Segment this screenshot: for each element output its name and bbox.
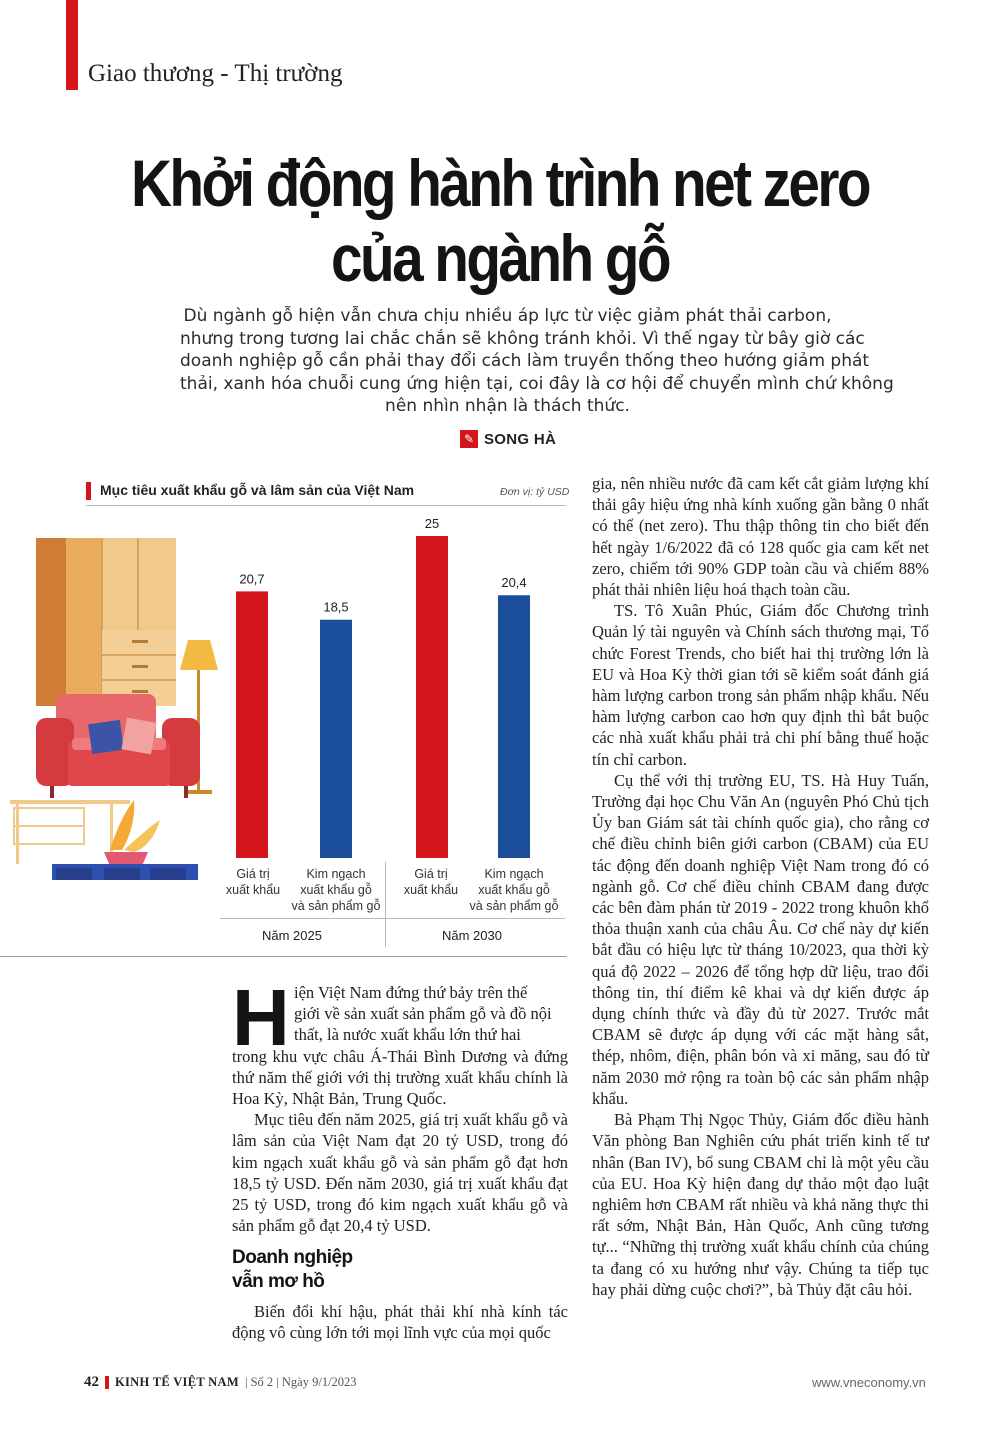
website: www.vneconomy.vn: [812, 1375, 926, 1390]
paragraph: Bà Phạm Thị Ngọc Thủy, Giám đốc điều hành Văn phòng Ban Nghiên cứu phát triển kinh tế tư nhân (Ban IV), bổ sung CBAM chỉ là một yêu cầu của EU. Hoa Kỳ hiện đang dự thảo một đạo luật nghiêm hơn CBAM rất nhiều và khả năng thực thi rất sớm, Nhật Bản, Hàn Quốc, Anh cũng tương tự... “Những thị trường xuất khẩu chính của chúng ta đang có xu hướng như vậy. Chúng ta tiếp tục hay phải dừng cuộc chơi?”, bà Thủy đặt câu hỏi.: [592, 1110, 929, 1299]
text-line: iện Việt Nam đứng thứ bảy trên thế: [294, 983, 528, 1002]
bar-value-label: 18,5: [323, 599, 349, 615]
category-label: [466, 866, 562, 914]
section-accent-bar: [66, 0, 78, 90]
bar: [416, 536, 448, 858]
category-label-line: Kim ngạch: [484, 867, 544, 881]
lead-paragraph: [180, 305, 894, 418]
pen-icon: ✎: [460, 430, 478, 448]
category-label-line: Giá trị: [414, 867, 448, 881]
bar-value-label: 25: [424, 516, 440, 531]
page-number: 42: [84, 1374, 99, 1390]
paragraph: TS. Tô Xuân Phúc, Giám đốc Chương trình Quản lý tài nguyên và Chính sách thương mại, Tổ chức Forest Trends, cho biết hai thị trường lớn là EU và Hoa Kỳ thời gian tới sẽ kiểm soát đánh giá hàm lượng carbon trong sản phẩm nhập khẩu. Nếu hàm lượng carbon cao hơn quy định thì bắt buộc các nhà xuất khẩu phải trả chi phí bằng thuế hoặc tín chỉ carbon.: [592, 601, 929, 769]
group-rule: [220, 918, 565, 919]
left-column: [232, 982, 568, 1236]
chart-illustration: [0, 440, 570, 880]
category-label-line: xuất khẩu: [225, 883, 281, 897]
category-label-line: và sản phẩm gỗ: [291, 899, 381, 913]
bar: [320, 620, 352, 858]
bar-value-label: 20,4: [501, 575, 527, 591]
category-label: [288, 866, 384, 914]
category-label-line: và sản phẩm gỗ: [469, 899, 559, 913]
first-lines: [232, 982, 568, 1046]
paragraph: Cụ thể với thị trường EU, TS. Hà Huy Tuấn, Trường đại học Chu Văn An (nguyên Phó Chủ tịch Ủy ban Giám sát tài chính quốc gia), cho rằng cơ chế điều chỉnh biên giới carbon (CBAM) của EU tác động đến doanh nghiệp Việt Nam trong đó có ngành gỗ. Cơ chế điều chỉnh CBAM đang được các bên đàm phán từ 2019 - 2022 trong khuôn khổ thỏa thuận xanh của châu Âu. Cơ chế này dự kiến bắt đầu có hiệu lực từ tháng 10/2023, qua thời kỳ quá độ 2022 – 2026 để tổng hợp dữ liệu, trao đổi thông tin, thí điểm kê khai và dự kiến được áp dụng chính thức và đầy đủ từ 2027. Trước mắt CBAM sẽ được áp dụng với các mặt hàng sắt, thép, nhôm, điện, phân bón và xi măng, sau đó từ năm 2030 mở rộng ra toàn bộ các sản phẩm nhập khẩu.: [592, 770, 929, 1108]
group-separator: [385, 862, 386, 947]
author-name: SONG HÀ: [484, 430, 557, 448]
paragraph: gia, nên nhiều nước đã cam kết cắt giảm lượng khí thải gây hiệu ứng nhà kính xuống gần bằng 0 nhất có thể (net zero). Thu thập thông tin cho biết đến hết ngày 1/6/2022 đã có 128 quốc gia cam kết net zero, chiếm tới 90% GDP toàn cầu và chiếm 88% phát thải nhiên liệu hoá thạch toàn cầu.: [592, 474, 929, 600]
wardrobe-illustration: [36, 538, 176, 706]
category-label-line: Giá trị: [236, 867, 270, 881]
bar-value-label: 20,7: [239, 571, 265, 587]
headline-line-1: Khởi động hành trình net zero: [130, 146, 870, 220]
paragraph: trong khu vực châu Á-Thái Bình Dương và đứng thứ năm thế giới với thị trường xuất khẩu chính là Hoa Kỳ, Nhật Bản, Trung Quốc.: [232, 1046, 568, 1109]
lead-line: thải, xanh hóa chuỗi cung ứng hiện tại, coi đây là cơ hội để chuyển mình chứ không: [180, 373, 894, 394]
bar: [236, 591, 268, 858]
category-label: [383, 866, 479, 898]
right-column: [592, 473, 929, 1300]
headline-line-2: của ngành gỗ: [331, 221, 669, 295]
coffee-table-illustration: [52, 864, 198, 880]
drop-cap: H: [232, 973, 290, 1062]
chart-x-axis: [220, 862, 565, 947]
footer-accent: [105, 1376, 109, 1389]
bars-layer: [236, 516, 530, 858]
chart-bottom-rule: [0, 956, 567, 957]
subheading-line: Doanh nghiệp: [232, 1247, 353, 1268]
subheading-line: vẫn mơ hồ: [232, 1271, 325, 1292]
magazine-name: KINH TẾ VIỆT NAM: [115, 1375, 239, 1389]
subheading: [232, 1246, 353, 1294]
lead-line: nên nhìn nhận là thách thức.: [385, 396, 630, 416]
bar: [498, 595, 530, 858]
chart-title: Mục tiêu xuất khẩu gỗ và lâm sản của Việt Nam: [100, 482, 415, 498]
issue-info: | Số 2 | Ngày 9/1/2023: [244, 1375, 357, 1389]
category-label-line: xuất khẩu: [403, 883, 459, 897]
category-label-line: Kim ngạch: [306, 867, 366, 881]
group-label: Năm 2025: [262, 928, 322, 943]
section-label: Giao thương - Thị trường: [88, 60, 343, 87]
paragraph: Biến đổi khí hậu, phát thải khí nhà kính tác động vô cùng lớn tới mọi lĩnh vực của mọi quốc: [232, 1302, 568, 1343]
lead-line: nhưng trong tương lai chắc chắn sẽ không tránh khỏi. Vì thế ngay từ bây giờ các: [180, 328, 865, 349]
category-label-line: xuất khẩu gỗ: [300, 883, 372, 897]
chart-unit: Đơn vị: tỷ USD: [500, 486, 570, 498]
group-label: Năm 2030: [442, 928, 502, 943]
lead-line: Dù ngành gỗ hiện vẫn chưa chịu nhiều áp lực từ việc giảm phát thải carbon,: [183, 306, 832, 326]
lead-line: doanh nghiệp gỗ cần phải thay đổi cách làm truyền thống theo hướng giảm phát: [180, 351, 870, 371]
paragraph: Mục tiêu đến năm 2025, giá trị xuất khẩu gỗ và lâm sản của Việt Nam đạt 20 tỷ USD, trong đó kim ngạch xuất khẩu gỗ và sản phẩm gỗ đạt hơn 18,5 tỷ USD. Đến năm 2030, giá trị xuất khẩu đạt 25 tỷ USD, trong đó kim ngạch xuất khẩu gỗ và sản phẩm gỗ đạt 20,4 tỷ USD.: [232, 1110, 568, 1236]
left-column-continued: [232, 1301, 568, 1343]
sofa-illustration: [36, 694, 200, 798]
category-label-line: xuất khẩu gỗ: [478, 883, 550, 897]
text-line: thất, là nước xuất khẩu lớn thứ hai: [294, 1025, 521, 1045]
category-label: [205, 866, 301, 898]
page-footer: [84, 1374, 357, 1391]
text-line: giới về sản xuất sản phẩm gỗ và đồ nội: [294, 1004, 552, 1024]
